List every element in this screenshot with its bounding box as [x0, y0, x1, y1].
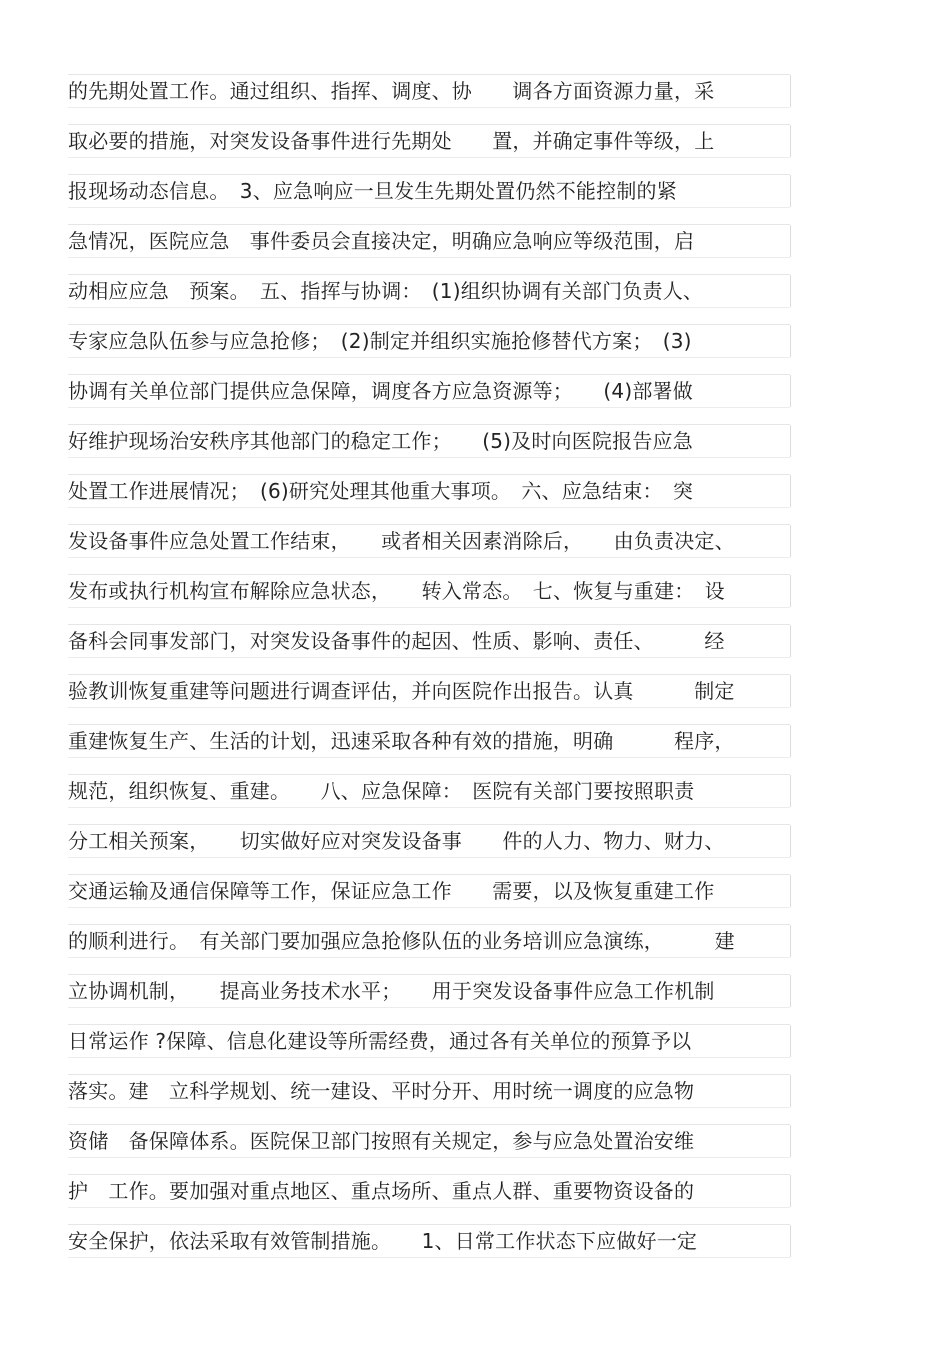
line-text: 护 工作。要加强对重点地区、重点场所、重点人群、重要物资设备的 [68, 1179, 695, 1203]
text-line [68, 424, 790, 458]
text-line [68, 524, 790, 558]
text-line [68, 774, 790, 808]
text-line [68, 474, 790, 508]
text-line [68, 174, 790, 208]
text-line [68, 574, 790, 608]
line-text: 的先期处置工作。通过组织、指挥、调度、协 调各方面资源力量，采 [68, 79, 715, 103]
text-line [68, 374, 790, 408]
line-text: 的顺利进行。 有关部门要加强应急抢修队伍的业务培训应急演练， 建 [68, 929, 735, 953]
text-line [68, 224, 790, 258]
line-text: 资储 备保障体系。医院保卫部门按照有关规定，参与应急处置治安维 [68, 1129, 695, 1153]
text-line [68, 74, 790, 108]
text-line [68, 1024, 790, 1058]
line-text: 取必要的措施，对突发设备事件进行先期处 置，并确定事件等级，上 [68, 129, 715, 153]
line-text: 处置工作进展情况； (6)研究处理其他重大事项。 六、应急结束： 突 [68, 479, 694, 503]
text-line [68, 974, 790, 1008]
line-text: 立协调机制， 提高业务技术水平； 用于突发设备事件应急工作机制 [68, 979, 715, 1003]
line-text: 发设备事件应急处置工作结束， 或者相关因素消除后， 由负责决定、 [68, 529, 735, 553]
line-text: 落实。建 立科学规划、统一建设、平时分开、用时统一调度的应急物 [68, 1079, 695, 1103]
line-text: 分工相关预案， 切实做好应对突发设备事 件的人力、物力、财力、 [68, 829, 725, 853]
text-line [68, 924, 790, 958]
text-line [68, 674, 790, 708]
line-text: 动相应应急 预案。 五、指挥与协调： (1)组织协调有关部门负责人、 [68, 279, 704, 303]
line-text: 日常运作 ?保障、信息化建设等所需经费，通过各有关单位的预算予以 [68, 1029, 692, 1053]
line-text: 专家应急队伍参与应急抢修； (2)制定并组织实施抢修替代方案； (3) [68, 329, 692, 353]
line-text: 安全保护，依法采取有效管制措施。 1、日常工作状态下应做好一定 [68, 1229, 698, 1253]
line-text: 验教训恢复重建等问题进行调查评估，并向医院作出报告。认真 制定 [68, 679, 735, 703]
text-line [68, 1074, 790, 1108]
text-line [68, 824, 790, 858]
text-line [68, 274, 790, 308]
text-line [68, 874, 790, 908]
line-text: 报现场动态信息。 3、应急响应一旦发生先期处置仍然不能控制的紧 [68, 179, 677, 203]
text-line [68, 324, 790, 358]
text-line [68, 1174, 790, 1208]
text-line [68, 1224, 790, 1258]
line-text: 交通运输及通信保障等工作，保证应急工作 需要，以及恢复重建工作 [68, 879, 715, 903]
text-line [68, 1124, 790, 1158]
text-line [68, 724, 790, 758]
line-text: 规范，组织恢复、重建。 八、应急保障： 医院有关部门要按照职责 [68, 779, 695, 803]
line-text: 备科会同事发部门，对突发设备事件的起因、性质、影响、责任、 经 [68, 629, 725, 653]
line-text: 重建恢复生产、生活的计划，迅速采取各种有效的措施，明确 程序， [68, 729, 735, 753]
text-line [68, 124, 790, 158]
line-text: 好维护现场治安秩序其他部门的稳定工作； (5)及时向医院报告应急 [68, 429, 693, 453]
text-line [68, 624, 790, 658]
line-text: 协调有关单位部门提供应急保障，调度各方应急资源等； (4)部署做 [68, 379, 693, 403]
line-text: 急情况，医院应急 事件委员会直接决定，明确应急响应等级范围，启 [68, 229, 695, 253]
line-text: 发布或执行机构宣布解除应急状态， 转入常态。 七、恢复与重建： 设 [68, 579, 725, 603]
